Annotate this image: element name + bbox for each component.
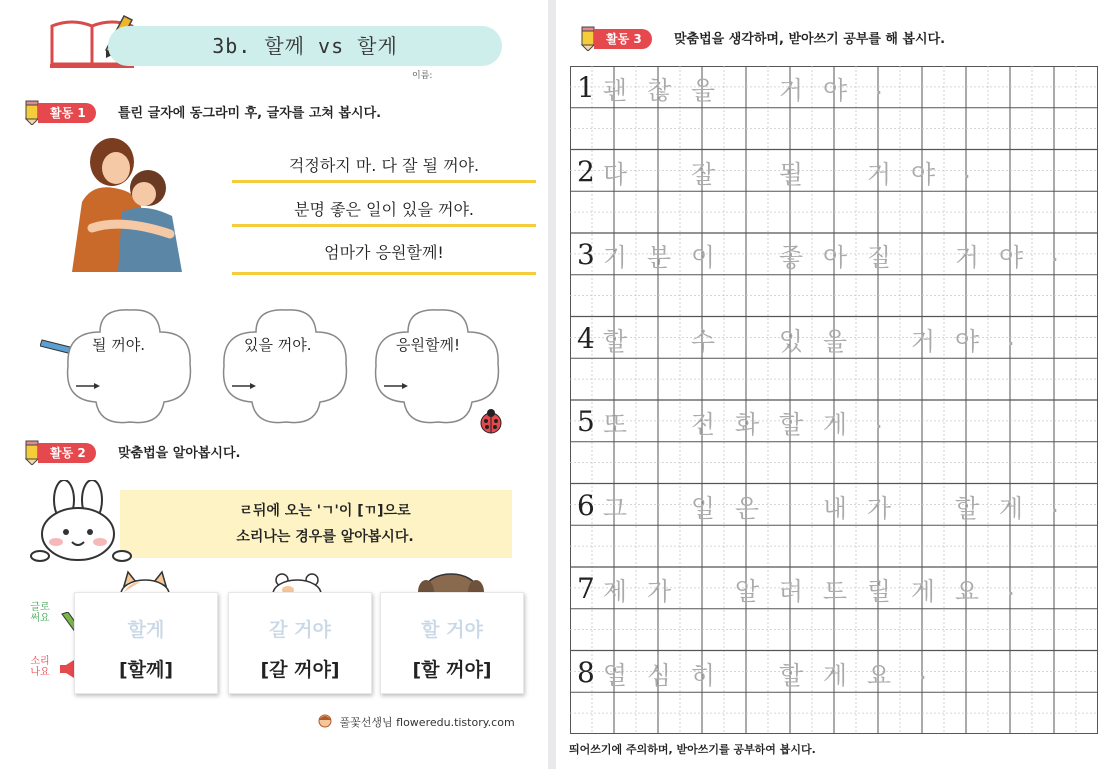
- trace-character: 열: [602, 660, 628, 690]
- example-card-3: [380, 592, 524, 694]
- trace-character: .: [875, 405, 883, 434]
- trace-character: 을: [690, 76, 716, 105]
- row-number: 3: [577, 238, 595, 271]
- trace-character: 야: [998, 243, 1024, 272]
- ladybug-icon: [478, 408, 504, 434]
- trace-character: .: [1051, 488, 1059, 518]
- page-gutter: [548, 0, 556, 769]
- trace-character: .: [1007, 572, 1015, 601]
- footer-site[interactable]: floweredu.tistory.com: [396, 716, 515, 729]
- trace-character: 그: [602, 493, 628, 523]
- trace-character: 게: [822, 410, 848, 439]
- trace-character: 내: [822, 493, 848, 523]
- dictation-grid: [570, 66, 1098, 734]
- trace-character: 심: [646, 660, 672, 690]
- bottom-note: 띄어쓰기에 주의하며, 받아쓰기를 공부하여 봅시다.: [569, 743, 816, 756]
- trace-character: 을: [822, 326, 848, 356]
- trace-character: 야: [954, 326, 980, 356]
- trace-character: 게: [998, 493, 1024, 523]
- left-worksheet-page: [0, 0, 548, 769]
- trace-character: 알: [734, 577, 760, 606]
- trace-character: 다: [602, 159, 628, 189]
- trace-character: 가: [646, 577, 672, 606]
- trace-character: 수: [690, 326, 716, 356]
- trace-character: 찮: [646, 76, 672, 105]
- activity1-instruction: 틀린 글자에 동그라미 후, 글자를 고쳐 봅시다.: [118, 106, 382, 121]
- footer-credit: [318, 714, 515, 730]
- row-number: 1: [577, 71, 595, 104]
- trace-character: 가: [866, 493, 892, 523]
- cloud-3-text: 응원할께!: [396, 336, 460, 354]
- trace-character: 요: [866, 660, 892, 690]
- card-1-sound: [할께]: [118, 659, 174, 681]
- row-number: 5: [577, 405, 595, 438]
- teacher-avatar-icon: [318, 714, 332, 728]
- sentence-2: 분명 좋은 일이 있을 꺼야.: [294, 200, 474, 219]
- trace-character: 화: [734, 410, 760, 439]
- trace-character: 분: [646, 243, 672, 272]
- trace-character: 기: [602, 243, 628, 272]
- bunny-icon: [30, 480, 134, 564]
- activity2-instruction: 맞춤법을 알아봅시다.: [118, 446, 241, 461]
- row-number: 2: [577, 154, 595, 188]
- trace-character: 야: [822, 76, 848, 105]
- trace-character: 게: [910, 577, 936, 606]
- trace-character: 좋: [778, 243, 804, 272]
- trace-character: 릴: [866, 577, 892, 606]
- card-3-sound: [할 꺼야]: [412, 659, 492, 681]
- activity3-label: 활동 3: [594, 29, 652, 49]
- card-2-sound: [갈 꺼야]: [260, 659, 340, 681]
- trace-character: 히: [690, 660, 716, 690]
- trace-character: 할: [778, 410, 804, 439]
- trace-character: 있: [778, 326, 804, 356]
- activity1-label: 활동 1: [38, 103, 96, 123]
- trace-character: 질: [866, 243, 892, 272]
- trace-character: .: [1007, 321, 1015, 351]
- row-number: 4: [577, 321, 595, 355]
- trace-character: .: [1051, 238, 1059, 267]
- cloud-2-text: 있을 꺼야.: [244, 336, 312, 354]
- trace-character: .: [919, 655, 927, 685]
- trace-character: 야: [910, 159, 936, 189]
- trace-character: 제: [602, 577, 628, 606]
- underline-2: [232, 224, 536, 227]
- example-card-1: [74, 592, 218, 694]
- name-field-label: 이름:: [412, 71, 433, 81]
- trace-character: 거: [778, 76, 804, 105]
- mother-hug-illustration: [52, 132, 202, 282]
- sound-label: 소리 나요: [30, 656, 50, 678]
- trace-character: 은: [734, 493, 760, 523]
- row-number: 8: [577, 655, 595, 689]
- trace-character: 게: [822, 660, 848, 690]
- trace-character: 거: [954, 243, 980, 272]
- example-card-2: [228, 592, 372, 694]
- trace-character: 드: [822, 577, 848, 606]
- trace-character: 전: [690, 410, 716, 439]
- answer-cloud-1[interactable]: [60, 302, 200, 428]
- trace-character: 할: [602, 326, 628, 356]
- trace-character: 할: [954, 493, 980, 523]
- footer-author: 풀꽃선생님: [339, 716, 393, 729]
- rule-line-1: ㄹ뒤에 오는 'ㄱ'이 [ㄲ]으로: [239, 503, 411, 519]
- sentence-1: 걱정하지 마. 다 잘 될 꺼야.: [288, 156, 480, 175]
- activity2-label: 활동 2: [38, 443, 96, 463]
- trace-character: 이: [690, 243, 716, 272]
- trace-character: 괜: [602, 76, 628, 105]
- card-2-written: 갈 거야: [269, 619, 331, 641]
- trace-character: 요: [954, 577, 980, 606]
- activity3-instruction: 맞춤법을 생각하며, 받아쓰기 공부를 해 봅시다.: [674, 32, 946, 47]
- grid-lines: [570, 66, 1098, 734]
- write-label: 글로 써요: [30, 602, 50, 624]
- cloud-1-text: 될 꺼야.: [92, 336, 146, 354]
- trace-character: 려: [778, 577, 804, 606]
- sentence-3: 엄마가 응원할께!: [324, 243, 444, 262]
- card-1-written: 할게: [127, 619, 165, 641]
- worksheet-title: 3b. 할께 vs 할게: [212, 34, 398, 58]
- trace-character: 거: [866, 159, 892, 189]
- trace-character: 아: [822, 243, 848, 272]
- trace-character: .: [875, 71, 883, 100]
- trace-character: 될: [778, 159, 804, 189]
- answer-cloud-2[interactable]: [216, 302, 356, 428]
- trace-character: 또: [602, 410, 628, 439]
- underline-3: [232, 272, 536, 275]
- trace-character: .: [963, 154, 971, 184]
- trace-character: 거: [910, 326, 936, 356]
- row-number: 7: [577, 572, 595, 605]
- rule-line-2: 소리나는 경우를 알아봅시다.: [236, 529, 414, 545]
- underline-1: [232, 180, 536, 183]
- trace-character: 일: [690, 493, 716, 523]
- trace-character: 잘: [690, 159, 716, 189]
- card-3-written: 할 거야: [421, 619, 483, 641]
- row-number: 6: [577, 488, 595, 522]
- trace-character: 할: [778, 660, 804, 690]
